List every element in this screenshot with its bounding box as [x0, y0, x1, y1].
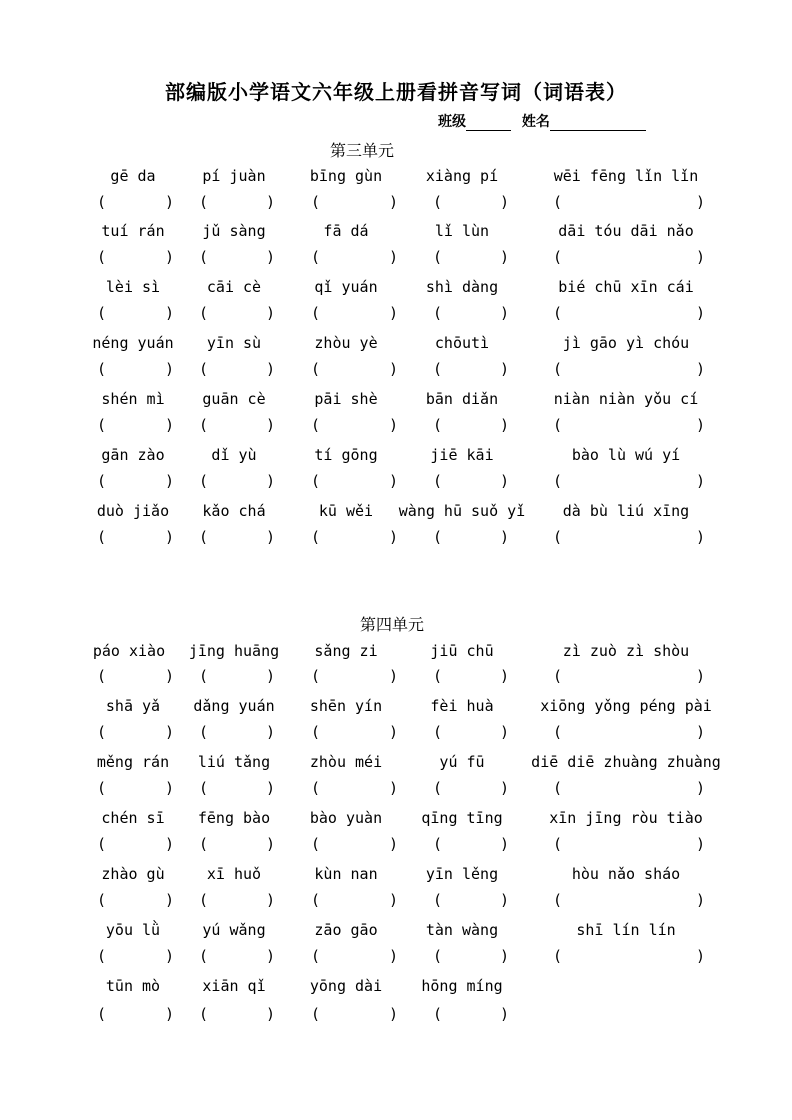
close-paren: ) — [165, 416, 175, 434]
pinyin-prompt: shā yǎ — [105, 697, 161, 715]
close-paren: ) — [696, 304, 706, 322]
open-paren: ( — [97, 304, 107, 322]
open-paren: ( — [97, 947, 107, 965]
close-paren: ) — [500, 1005, 510, 1023]
open-paren: ( — [97, 416, 107, 434]
open-paren: ( — [311, 835, 321, 853]
open-paren: ( — [433, 723, 443, 741]
close-paren: ) — [696, 891, 706, 909]
pinyin-prompt: gān zào — [101, 446, 165, 464]
close-paren: ) — [500, 723, 510, 741]
pinyin-prompt: dǐ yù — [211, 446, 257, 464]
name-blank[interactable] — [550, 116, 646, 131]
pinyin-prompt: yīn sù — [206, 334, 262, 352]
open-paren: ( — [97, 667, 107, 685]
pinyin-row — [0, 865, 792, 885]
pinyin-prompt: diē diē zhuàng zhuàng — [531, 753, 721, 771]
close-paren: ) — [500, 947, 510, 965]
pinyin-prompt: jīng huāng — [188, 642, 280, 660]
open-paren: ( — [311, 416, 321, 434]
open-paren: ( — [553, 528, 563, 546]
open-paren: ( — [199, 723, 209, 741]
pinyin-row — [0, 167, 792, 187]
close-paren: ) — [266, 472, 276, 490]
answer-row — [0, 248, 792, 268]
open-paren: ( — [97, 528, 107, 546]
pinyin-prompt: xiōng yǒng péng pài — [540, 697, 712, 715]
close-paren: ) — [165, 360, 175, 378]
pinyin-prompt: jì gāo yì chóu — [562, 334, 690, 352]
pinyin-prompt: wēi fēng lǐn lǐn — [553, 167, 699, 185]
close-paren: ) — [266, 193, 276, 211]
pinyin-prompt: shēn yín — [309, 697, 383, 715]
close-paren: ) — [696, 779, 706, 797]
pinyin-prompt: duò jiǎo — [96, 502, 170, 520]
open-paren: ( — [433, 667, 443, 685]
pinyin-prompt: jiē kāi — [430, 446, 494, 464]
open-paren: ( — [199, 891, 209, 909]
close-paren: ) — [389, 360, 399, 378]
close-paren: ) — [266, 891, 276, 909]
pinyin-prompt: pí juàn — [202, 167, 266, 185]
close-paren: ) — [266, 835, 276, 853]
pinyin-row — [0, 697, 792, 717]
pinyin-prompt: yōng dài — [309, 977, 383, 995]
pinyin-row — [0, 502, 792, 522]
close-paren: ) — [165, 779, 175, 797]
pinyin-prompt: shén mì — [101, 390, 165, 408]
open-paren: ( — [199, 667, 209, 685]
open-paren: ( — [199, 472, 209, 490]
close-paren: ) — [165, 891, 175, 909]
close-paren: ) — [696, 835, 706, 853]
pinyin-prompt: fèi huà — [430, 697, 494, 715]
pinyin-prompt: tàn wàng — [425, 921, 499, 939]
pinyin-prompt: zì zuò zì shòu — [562, 642, 690, 660]
close-paren: ) — [500, 416, 510, 434]
open-paren: ( — [553, 891, 563, 909]
pinyin-prompt: guān cè — [202, 390, 266, 408]
open-paren: ( — [97, 360, 107, 378]
open-paren: ( — [433, 835, 443, 853]
open-paren: ( — [433, 416, 443, 434]
open-paren: ( — [553, 835, 563, 853]
pinyin-row — [0, 446, 792, 466]
pinyin-prompt: gē da — [110, 167, 156, 185]
open-paren: ( — [199, 193, 209, 211]
open-paren: ( — [97, 193, 107, 211]
pinyin-prompt: zhòu méi — [309, 753, 383, 771]
open-paren: ( — [311, 947, 321, 965]
open-paren: ( — [553, 193, 563, 211]
pinyin-prompt: pāi shè — [314, 390, 378, 408]
answer-row — [0, 891, 792, 911]
unit-title: 第四单元 — [360, 615, 425, 634]
open-paren: ( — [199, 416, 209, 434]
open-paren: ( — [311, 723, 321, 741]
pinyin-row — [0, 977, 792, 997]
open-paren: ( — [199, 1005, 209, 1023]
close-paren: ) — [266, 723, 276, 741]
close-paren: ) — [165, 248, 175, 266]
open-paren: ( — [97, 779, 107, 797]
answer-row — [0, 472, 792, 492]
open-paren: ( — [311, 1005, 321, 1023]
open-paren: ( — [433, 779, 443, 797]
pinyin-prompt: qīng tīng — [421, 809, 503, 827]
class-blank[interactable] — [466, 116, 511, 131]
open-paren: ( — [553, 360, 563, 378]
answer-row — [0, 947, 792, 967]
pinyin-prompt: zāo gāo — [314, 921, 378, 939]
close-paren: ) — [389, 472, 399, 490]
close-paren: ) — [500, 193, 510, 211]
answer-row — [0, 528, 792, 548]
close-paren: ) — [389, 248, 399, 266]
pinyin-prompt: shī lín lín — [576, 921, 676, 939]
pinyin-prompt: jǔ sàng — [202, 222, 266, 240]
pinyin-prompt: néng yuán — [92, 334, 174, 352]
open-paren: ( — [553, 667, 563, 685]
answer-row — [0, 360, 792, 380]
close-paren: ) — [696, 723, 706, 741]
pinyin-prompt: bào lù wú yí — [571, 446, 681, 464]
open-paren: ( — [311, 360, 321, 378]
student-info — [438, 111, 646, 131]
close-paren: ) — [266, 304, 276, 322]
pinyin-prompt: dāi tóu dāi nǎo — [558, 222, 694, 240]
open-paren: ( — [553, 779, 563, 797]
close-paren: ) — [165, 723, 175, 741]
pinyin-prompt: shì dàng — [425, 278, 499, 296]
open-paren: ( — [199, 779, 209, 797]
answer-row — [0, 667, 792, 687]
open-paren: ( — [433, 304, 443, 322]
open-paren: ( — [199, 528, 209, 546]
close-paren: ) — [165, 1005, 175, 1023]
open-paren: ( — [311, 304, 321, 322]
pinyin-prompt: fā dá — [323, 222, 369, 240]
open-paren: ( — [433, 1005, 443, 1023]
class-label: 班级 — [438, 114, 466, 130]
close-paren: ) — [165, 947, 175, 965]
close-paren: ) — [696, 947, 706, 965]
close-paren: ) — [696, 416, 706, 434]
open-paren: ( — [311, 667, 321, 685]
pinyin-prompt: xīn jīng ròu tiào — [549, 809, 703, 827]
close-paren: ) — [696, 528, 706, 546]
pinyin-prompt: chén sī — [101, 809, 165, 827]
pinyin-row — [0, 222, 792, 242]
open-paren: ( — [199, 835, 209, 853]
pinyin-row — [0, 809, 792, 829]
pinyin-prompt: kū wěi — [318, 502, 374, 520]
answer-row — [0, 723, 792, 743]
open-paren: ( — [433, 947, 443, 965]
open-paren: ( — [433, 472, 443, 490]
close-paren: ) — [266, 947, 276, 965]
close-paren: ) — [165, 193, 175, 211]
close-paren: ) — [696, 248, 706, 266]
close-paren: ) — [165, 472, 175, 490]
pinyin-prompt: bié chū xīn cái — [558, 278, 694, 296]
pinyin-prompt: dǎng yuán — [193, 697, 275, 715]
close-paren: ) — [696, 193, 706, 211]
close-paren: ) — [266, 416, 276, 434]
open-paren: ( — [311, 193, 321, 211]
pinyin-prompt: lèi sì — [105, 278, 161, 296]
pinyin-prompt: bān diǎn — [425, 390, 499, 408]
open-paren: ( — [433, 248, 443, 266]
close-paren: ) — [389, 667, 399, 685]
pinyin-prompt: qǐ yuán — [314, 278, 378, 296]
pinyin-prompt: dà bù liú xīng — [562, 502, 690, 520]
answer-row — [0, 304, 792, 324]
open-paren: ( — [433, 528, 443, 546]
pinyin-row — [0, 753, 792, 773]
open-paren: ( — [199, 248, 209, 266]
close-paren: ) — [389, 193, 399, 211]
close-paren: ) — [389, 835, 399, 853]
open-paren: ( — [553, 416, 563, 434]
open-paren: ( — [97, 723, 107, 741]
answer-row — [0, 1005, 792, 1025]
open-paren: ( — [433, 360, 443, 378]
pinyin-prompt: yú fū — [439, 753, 485, 771]
close-paren: ) — [500, 248, 510, 266]
pinyin-prompt: tūn mò — [105, 977, 161, 995]
close-paren: ) — [266, 248, 276, 266]
close-paren: ) — [266, 360, 276, 378]
pinyin-row — [0, 390, 792, 410]
close-paren: ) — [696, 667, 706, 685]
pinyin-prompt: yōu lǜ — [105, 921, 161, 939]
page-title: 部编版小学语文六年级上册看拼音写词（词语表） — [165, 80, 627, 104]
close-paren: ) — [266, 667, 276, 685]
open-paren: ( — [311, 779, 321, 797]
close-paren: ) — [500, 667, 510, 685]
pinyin-row — [0, 278, 792, 298]
close-paren: ) — [165, 304, 175, 322]
pinyin-prompt: cāi cè — [206, 278, 262, 296]
open-paren: ( — [97, 248, 107, 266]
pinyin-prompt: hòu nǎo sháo — [571, 865, 681, 883]
close-paren: ) — [389, 416, 399, 434]
open-paren: ( — [311, 248, 321, 266]
pinyin-prompt: niàn niàn yǒu cí — [553, 390, 699, 408]
close-paren: ) — [500, 472, 510, 490]
close-paren: ) — [500, 835, 510, 853]
pinyin-prompt: wàng hū suǒ yǐ — [398, 502, 526, 520]
close-paren: ) — [500, 779, 510, 797]
open-paren: ( — [199, 304, 209, 322]
close-paren: ) — [266, 779, 276, 797]
close-paren: ) — [500, 360, 510, 378]
close-paren: ) — [266, 1005, 276, 1023]
open-paren: ( — [553, 723, 563, 741]
close-paren: ) — [165, 528, 175, 546]
pinyin-prompt: kùn nan — [314, 865, 378, 883]
pinyin-prompt: tí gōng — [314, 446, 378, 464]
open-paren: ( — [97, 835, 107, 853]
pinyin-prompt: hōng míng — [421, 977, 503, 995]
unit-title: 第三单元 — [330, 141, 395, 160]
pinyin-prompt: měng rán — [96, 753, 170, 771]
pinyin-prompt: xiān qǐ — [202, 977, 266, 995]
close-paren: ) — [389, 891, 399, 909]
pinyin-prompt: yú wǎng — [202, 921, 266, 939]
open-paren: ( — [97, 472, 107, 490]
open-paren: ( — [433, 193, 443, 211]
pinyin-prompt: zhòu yè — [314, 334, 378, 352]
open-paren: ( — [311, 472, 321, 490]
open-paren: ( — [311, 891, 321, 909]
open-paren: ( — [199, 947, 209, 965]
pinyin-prompt: liú tǎng — [197, 753, 271, 771]
close-paren: ) — [500, 304, 510, 322]
close-paren: ) — [389, 528, 399, 546]
open-paren: ( — [433, 891, 443, 909]
answer-row — [0, 416, 792, 436]
pinyin-prompt: fēng bào — [197, 809, 271, 827]
pinyin-row — [0, 334, 792, 354]
answer-row — [0, 779, 792, 799]
answer-row — [0, 193, 792, 213]
pinyin-prompt: lǐ lùn — [434, 222, 490, 240]
pinyin-row — [0, 921, 792, 941]
pinyin-prompt: páo xiào — [92, 642, 166, 660]
pinyin-prompt: tuí rán — [101, 222, 165, 240]
answer-row — [0, 835, 792, 855]
close-paren: ) — [389, 779, 399, 797]
pinyin-prompt: xī huǒ — [206, 865, 262, 883]
close-paren: ) — [500, 528, 510, 546]
close-paren: ) — [500, 891, 510, 909]
close-paren: ) — [696, 472, 706, 490]
pinyin-row — [0, 642, 792, 662]
close-paren: ) — [165, 667, 175, 685]
pinyin-prompt: zhào gù — [101, 865, 165, 883]
open-paren: ( — [553, 947, 563, 965]
pinyin-prompt: jiū chū — [430, 642, 494, 660]
name-label: 姓名 — [521, 114, 550, 130]
open-paren: ( — [553, 472, 563, 490]
close-paren: ) — [389, 1005, 399, 1023]
close-paren: ) — [389, 304, 399, 322]
pinyin-prompt: bào yuàn — [309, 809, 383, 827]
open-paren: ( — [97, 1005, 107, 1023]
close-paren: ) — [389, 947, 399, 965]
open-paren: ( — [311, 528, 321, 546]
close-paren: ) — [266, 528, 276, 546]
close-paren: ) — [165, 835, 175, 853]
pinyin-prompt: kǎo chá — [202, 502, 266, 520]
open-paren: ( — [199, 360, 209, 378]
pinyin-prompt: sǎng zi — [314, 642, 378, 660]
open-paren: ( — [553, 248, 563, 266]
pinyin-prompt: xiàng pí — [425, 167, 499, 185]
pinyin-prompt: chōutì — [434, 334, 490, 352]
open-paren: ( — [97, 891, 107, 909]
close-paren: ) — [389, 723, 399, 741]
pinyin-prompt: bīng gùn — [309, 167, 383, 185]
pinyin-prompt: yīn lěng — [425, 865, 499, 883]
close-paren: ) — [696, 360, 706, 378]
open-paren: ( — [553, 304, 563, 322]
